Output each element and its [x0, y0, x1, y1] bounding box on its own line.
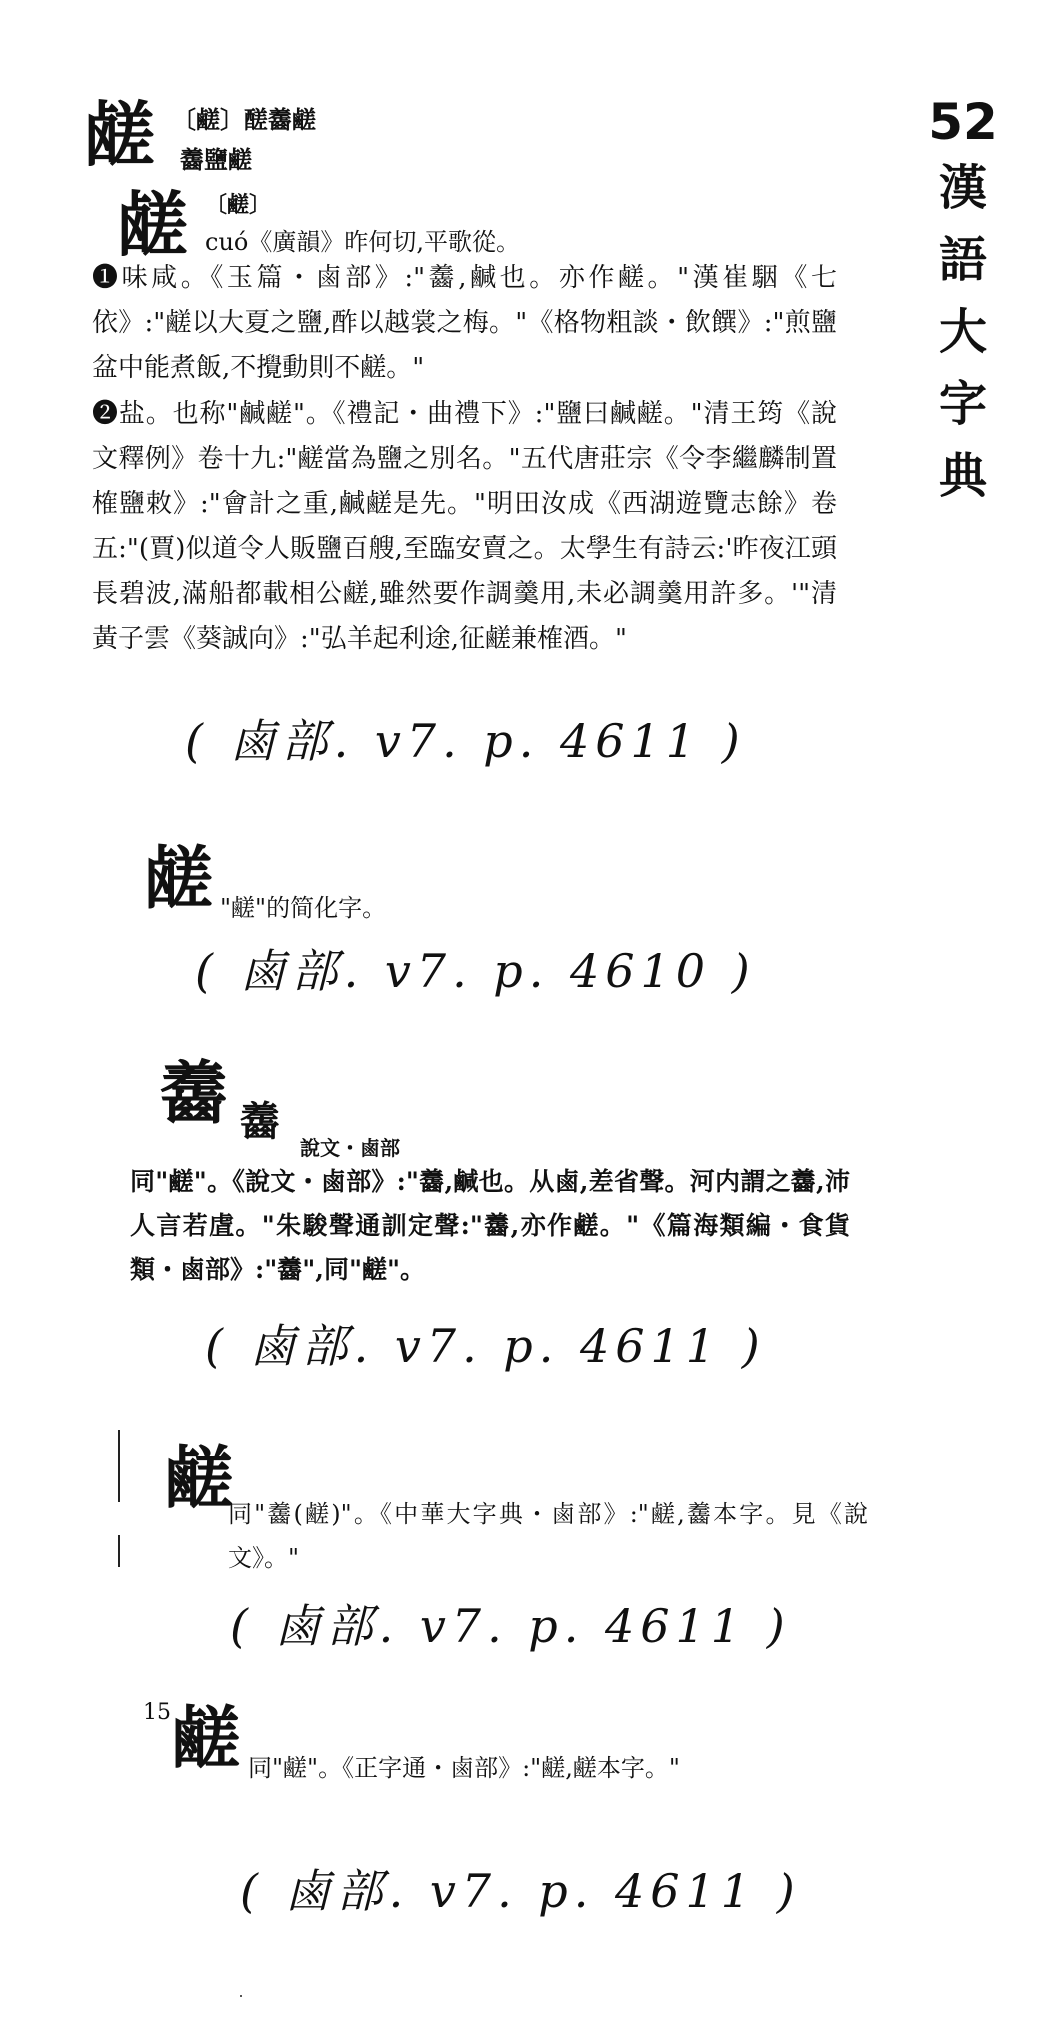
side-title [918, 92, 1008, 512]
stroke-count: 15 [143, 1700, 171, 1725]
side-title-char: 語 [938, 232, 987, 288]
header-variants-2: 齹鹽鹺 [180, 145, 252, 174]
header-headword: 鹾 [85, 93, 155, 176]
entry1-pronunciation: cuó《廣韻》昨何切,平歌從。 [205, 228, 520, 256]
entry4-headword: 鹺 [165, 1439, 234, 1519]
entry3-seal-glyph: 齹 [240, 1098, 280, 1145]
side-title-char: 漢 [938, 160, 987, 216]
handwritten-note: ( 鹵部. v7. p. 4611 ) [205, 1319, 766, 1373]
margin-bar [118, 1535, 120, 1567]
handwritten-note: ( 鹵部. v7. p. 4610 ) [195, 944, 756, 998]
entry3-source-label: 說文・鹵部 [300, 1136, 400, 1160]
entry2-text: "鹺"的简化字。 [220, 894, 387, 922]
side-title-char: 字 [938, 376, 987, 432]
entry1-traditional: 〔鹺〕 [205, 192, 272, 218]
side-title-char: 大 [938, 304, 987, 360]
entry3-headword: 齹 [160, 1054, 229, 1134]
side-title-char: 典 [938, 448, 987, 504]
entry3-text: 同"鹺"。《說文・鹵部》:"齹,鹹也。从鹵,差省聲。河内謂之齹,沛人言若虘。"朱駿聲通訓定聲:"齹,亦作鹺。"《篇海類編・食貨類・鹵部》:"齹",同"鹺"。 [130, 1167, 850, 1284]
handwritten-note: ( 鹵部. v7. p. 4611 ) [230, 1599, 791, 1653]
speck [240, 1995, 242, 1997]
entry5-text: 同"鹺"。《正字通・鹵部》:"鹺,鹺本字。" [248, 1754, 680, 1782]
entry1-headword: 鹾 [118, 183, 188, 266]
page-number: 52 [928, 93, 998, 151]
header-variants-1: 〔鹺〕醝齹鹺 [172, 105, 316, 134]
margin-bar [118, 1430, 120, 1502]
entry2-headword: 鹾 [145, 839, 214, 919]
handwritten-note: ( 鹵部. v7. p. 4611 ) [240, 1864, 801, 1918]
entry4-text: 同"齹(鹺)"。《中華大字典・鹵部》:"鹺,齹本字。見《說文》。" [228, 1500, 868, 1572]
entry1-sense-1: ❶味咸。《玉篇・鹵部》:"齹,鹹也。亦作鹺。"漢崔駰《七依》:"鹺以大夏之鹽,酢以越裳之梅。"《格物粗談・飲饌》:"煎鹽盆中能煮飯,不攪動則不鹺。" [92, 263, 837, 383]
handwritten-note: ( 鹵部. v7. p. 4611 ) [185, 714, 746, 768]
entry5-headword: 鹺 [172, 1699, 241, 1779]
entry1-sense-2: ❷盐。也称"鹹鹺"。《禮記・曲禮下》:"鹽曰鹹鹺。"清王筠《說文釋例》卷十九:"鹺當為鹽之別名。"五代唐莊宗《令李繼麟制置榷鹽敕》:"會計之重,鹹鹺是先。"明田汝成《西湖遊覽志餘》卷五:"(賈)似道令人販鹽百艘,至臨安賣之。太學生有詩云:'昨夜江頭長碧波,滿船都載相公鹺,雖然要作調羹用,未必調羹用許多。'"清黃子雲《葵誠向》:"弘羊起利途,征鹺兼榷酒。" [92, 399, 837, 654]
